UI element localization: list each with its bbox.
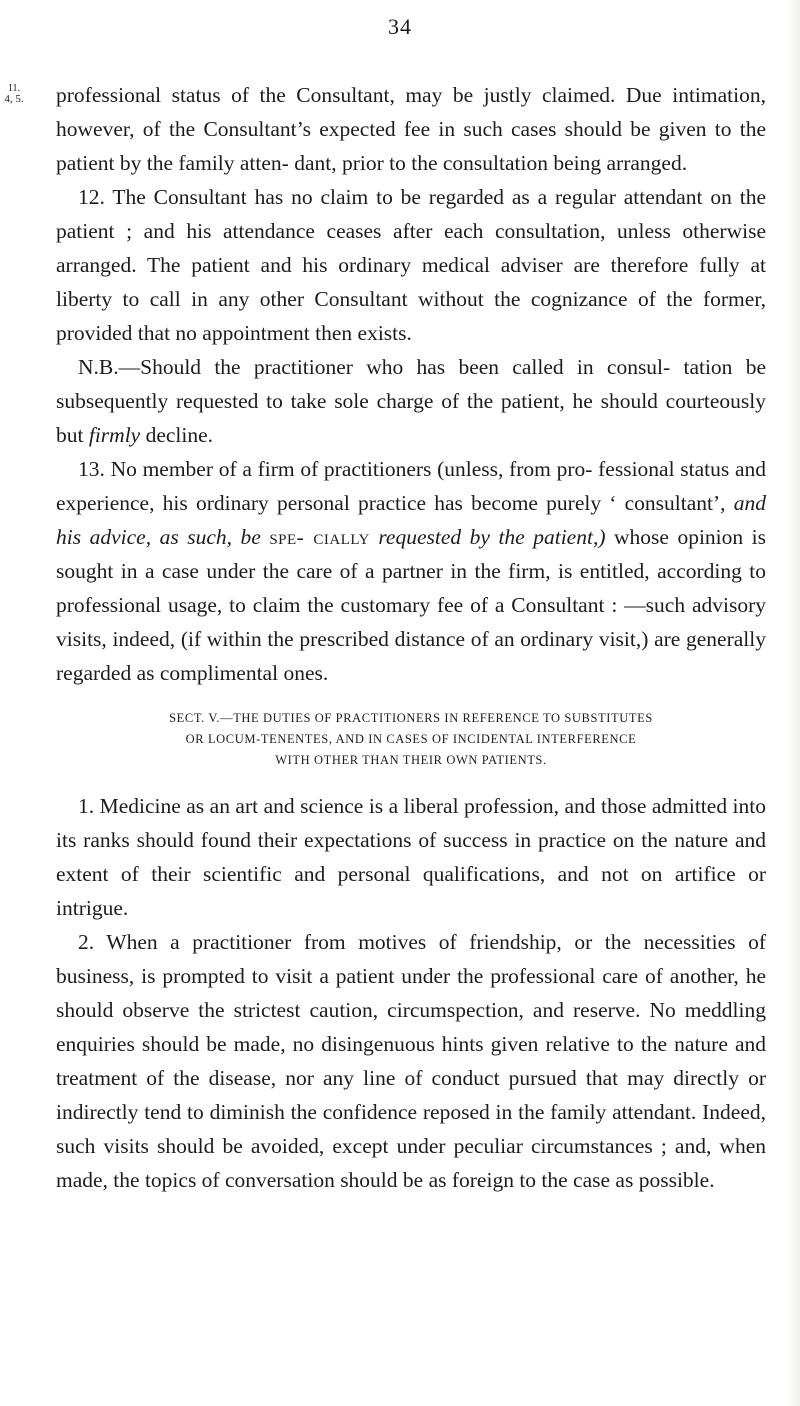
body-text <box>56 78 766 1197</box>
p13-italic-2: requested by the patient,) <box>378 525 606 549</box>
margin-note-bottom: 4, 5. <box>4 93 24 105</box>
margin-note <box>2 84 26 104</box>
paragraph-continuation: professional status of the Consultant, may be justly claimed. Due intimation, however, of the Consultant’s expected fee in such cases should be given to the patient by the family atten- dant, prior to the consultation being arranged. <box>56 83 766 175</box>
paragraph-12: 12. The Consultant has no claim to be regarded as a regular attendant on the patient ; and his attendance ceases after each consultation, unless otherwise arranged. The patient and his ordinary medical adviser are therefore fully at liberty to call in any other Consultant without the cognizance of the former, provided that no appointment then exists. <box>56 185 766 345</box>
margin-note-top: 11. <box>7 83 21 94</box>
p13-italic-1: and his advice, as such, be <box>56 491 766 549</box>
p13-text-b: whose opinion is sought in a case under the care of a partner in the firm, is entitled, according to professional usage, to claim the customary fee of a Consultant : —such advisory visits, indeed, (if within the prescribed distance of an ordinary visit,) are generally regarded as complimental ones. <box>56 525 767 685</box>
section-heading-line-3: WITH OTHER THAN THEIR OWN PATIENTS. <box>275 753 547 767</box>
paragraph-13 <box>56 452 766 690</box>
nb-italic-firmly: firmly <box>88 423 141 447</box>
page-edge-shadow <box>786 0 800 1406</box>
p13-smallcaps: spe- cially <box>269 525 370 549</box>
section-heading-line-2: OR LOCUM-TENENTES, AND IN CASES OF INCIDENTAL INTERFERENCE <box>185 732 637 746</box>
page-number: 34 <box>388 14 412 39</box>
paragraph-nb <box>56 350 766 452</box>
nb-text-b: decline. <box>140 423 214 447</box>
nb-text-a: N.B.—Should the practitioner who has been called in consul- tation be subsequently requested to take sole charge of the patient, he should courteously but <box>56 355 766 447</box>
paragraph-1: 1. Medicine as an art and science is a liberal profession, and those admitted into its ranks should found their expectations of success in practice on the nature and extent of their scientific and personal qualifications, and not on artifice or intrigue. <box>56 794 766 920</box>
section-heading-line-1: SECT. V.—THE DUTIES OF PRACTITIONERS IN REFERENCE TO SUBSTITUTES <box>169 711 653 725</box>
paragraph-2: 2. When a practitioner from motives of friendship, or the necessities of business, is prompted to visit a patient under the professional care of another, he should observe the strictest caution, circumspection, and reserve. No meddling enquiries should be made, no disingenuous hints given relative to the nature and treatment of the disease, nor any line of conduct pursued that may directly or indirectly tend to diminish the confidence reposed in the family attendant. Indeed, such visits should be avoided, except under peculiar circumstances ; and, when made, the topics of conversation should be as foreign to the case as possible. <box>56 930 766 1192</box>
section-heading <box>56 708 766 771</box>
p13-text-a: 13. No member of a firm of practitioners (unless, from pro- fessional status and experience, his ordinary personal practice has become purely ‘ consultant’, <box>56 457 766 515</box>
